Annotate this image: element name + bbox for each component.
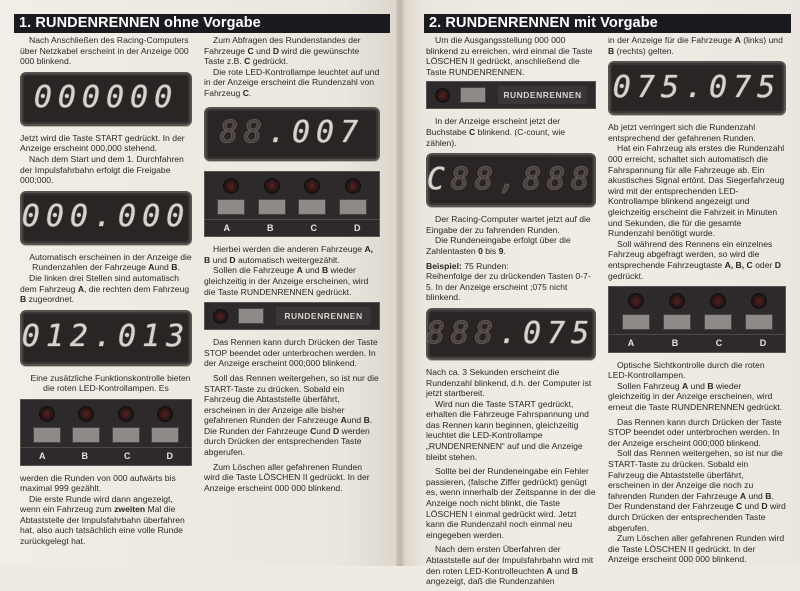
vehicle-key-a xyxy=(33,427,61,443)
left-page xyxy=(0,0,400,566)
key-label-b: B xyxy=(267,222,274,233)
display-075: 888.075 xyxy=(426,308,596,360)
vehicle-key-c xyxy=(704,314,732,330)
key-label-a: A xyxy=(627,338,635,349)
paragraph: Automatisch erscheinen in der Anzeige die Rundenzahlen der Fahrzeuge Aund B. xyxy=(29,251,192,273)
led-lamp-c-icon xyxy=(304,178,320,194)
paragraph: Hat ein Fahrzeug als erstes die Rundenzahl 000 erreicht, schaltet sich automatisch die Fahrspannung für alle Fahrzeuge ab. Ein akustisches Signal ertönt. Das Siegerfahrzeug wird mit der entsprechenden LED-Kontrollampe blinkend angezeigt und gleichzeitig erscheint die Fahrzeit in Minuten und Sekunden, die für die gesamte Rundenzahl benötigt wurde. xyxy=(608,143,785,239)
paragraph: in der Anzeige für die Fahrzeuge A (links) und B (rechts) gelten. xyxy=(608,35,783,56)
led-lamp-a-icon xyxy=(223,178,239,194)
display-000-000: 000.000 xyxy=(20,191,192,245)
led-lamp-panel xyxy=(20,399,192,466)
vehicle-key-b xyxy=(72,427,100,443)
paragraph: Eine zusätzliche Funktionskontrolle bieten die roten LED-Kontrollampen. Es xyxy=(30,372,191,394)
book-gutter xyxy=(396,0,404,566)
paragraph: Wird nun die Taste START gedrückt, erhalten die Fahrzeuge Fahrspannung und das Rennen kann beginnen, gleichzeitig leuchtet die LED-Kontrollampe „RUNDENRENNEN“ auf und die Anzeige bleibt stehen. xyxy=(426,398,589,462)
led-lamp-panel xyxy=(608,286,786,353)
paragraph: Um die Ausgangsstellung 000 000 blinkend zu erreichen, wird einmal die Taste LÖSCHEN II gedrückt, anschließend die Taste RUNDENRENNEN. xyxy=(426,35,593,77)
vehicle-key-d xyxy=(745,314,773,330)
key-label-a: A xyxy=(39,450,46,461)
paragraph: Sollen Fahrzeug A und B wieder gleichzeitig in der Anzeige erscheinen, wird erneut die Taste RUNDENRENNEN gedrückt. xyxy=(608,380,783,413)
vehicle-key-b xyxy=(663,314,691,330)
vehicle-key-a xyxy=(622,314,650,330)
paragraph: Optische Sichtkontrolle durch die roten LED-Kontrollampen. xyxy=(608,359,765,381)
key-label-d: D xyxy=(759,338,767,349)
example-paragraph: Beispiel: 75 Runden: xyxy=(426,260,509,271)
paragraph: Nach dem ersten Überfahren der Abtaststelle auf der Impulsfahrbahn wird mit den roten LED-Kontrolleuchten A und B angezeigt, daß die Rundenzahlen xyxy=(426,544,594,587)
vehicle-key-c xyxy=(112,427,140,443)
led-lamp-a-icon xyxy=(39,406,55,422)
key-label-c: C xyxy=(310,222,317,233)
led-lamp-icon xyxy=(435,88,450,103)
vehicle-key-c xyxy=(298,199,326,215)
paragraph: Sollen die Fahrzeuge A und B wieder gleichzeitig in der Anzeige erscheinen, wird die Taste RUNDENRENNEN gedrückt. xyxy=(204,265,369,297)
paragraph: Hierbei werden die anderen Fahrzeuge A, B und D automatisch weitergezählt. xyxy=(204,244,374,265)
led-lamp-d-icon xyxy=(751,293,767,309)
right-page xyxy=(400,0,800,587)
rundenrennen-key xyxy=(460,87,486,103)
paragraph: Zum Löschen aller gefahrenen Runden wird die Taste LÖSCHEN II gedrückt. In der Anzeige erscheint 000 000 blinkend. xyxy=(608,533,785,565)
paragraph: Nach Anschließen des Racing-Computers über Netzkabel erscheint in der Anzeige 000 000 blinkend. xyxy=(20,35,189,67)
led-lamp-c-icon xyxy=(118,406,134,422)
rundenrennen-label: RUNDENRENNEN xyxy=(498,86,587,104)
key-label-b: B xyxy=(81,450,88,461)
paragraph: Die rote LED-Kontrollampe leuchtet auf und in der Anzeige erscheint die Rundenzahl von Fahrzeug C. xyxy=(204,66,380,98)
vehicle-key-a xyxy=(217,199,245,215)
paragraph: Der Racing-Computer wartet jetzt auf die Eingabe der zu fahrenden Runden. xyxy=(426,214,591,235)
rundenrennen-panel xyxy=(426,81,596,109)
led-lamp-d-icon xyxy=(345,178,361,194)
paragraph: Das Rennen kann durch Drücken der Taste STOP beendet oder unterbrochen werden. In der Anzeige erscheint 000;000 blinkend. xyxy=(608,416,782,448)
paragraph: Sollte bei der Rundeneingabe ein Fehler passieren, (falsche Ziffer gedrückt) genügt es, wenn innerhalb der Zeitspanne in der die Anzeige noch nicht blinkt, die Taste LÖSCHEN I einmal gedrückt wird. Jetzt kann die Rundenzahl noch einmal neu eingegeben werden. xyxy=(426,466,596,540)
rundenrennen-label: RUNDENRENNEN xyxy=(276,307,371,325)
vehicle-key-d xyxy=(339,199,367,215)
paragraph: Die Rundeneingabe erfolgt über die Zahlentasten 0 bis 9. xyxy=(426,235,571,256)
led-lamp-b-icon xyxy=(78,406,94,422)
paragraph: Die linken drei Stellen sind automatisch dem Fahrzeug A, die rechten dem Fahrzeug B zugeordnet. xyxy=(20,272,190,305)
key-label-a: A xyxy=(223,222,230,233)
section-heading-2: 2. RUNDENRENNEN mit Vorgabe xyxy=(424,14,791,33)
paragraph: In der Anzeige erscheint jetzt der Buchstabe C blinkend. (C-count, wie zählen). xyxy=(426,116,566,148)
paragraph: Die erste Runde wird dann angezeigt, wenn ein Fahrzeug zum zweiten Mal die Abtaststelle der Impulsfahrbahn überfahren hat, also auch tatsächlich eine volle Runde zurückgelegt hat. xyxy=(20,493,185,547)
paragraph: Nach ca. 3 Sekunden erscheint die Rundenzahl blinkend, d.h. der Computer ist jetzt startbereit. xyxy=(426,366,592,399)
led-lamp-panel xyxy=(204,171,380,238)
paragraph: Reihenfolge der zu drückenden Tasten 0-7-5. In der Anzeige erscheint ;075 nicht blinkend. xyxy=(426,271,591,303)
left-column-2 xyxy=(204,35,380,497)
right-column-2 xyxy=(608,35,786,569)
paragraph: Jetzt wird die Taste START gedrückt. In der Anzeige erscheint 000,000 stehend. xyxy=(20,132,185,154)
display-c-count: C88,888 xyxy=(426,153,596,207)
rundenrennen-panel xyxy=(204,302,380,330)
display-000000: 000000 xyxy=(20,72,192,126)
led-lamp-a-icon xyxy=(628,293,644,309)
paragraph: Das Rennen kann durch Drücken der Taste STOP beendet oder unterbrochen werden. In der Anzeige erscheint 000;000 blinkend. xyxy=(204,337,378,369)
key-label-c: C xyxy=(715,338,723,349)
key-label-d: D xyxy=(166,450,173,461)
led-lamp-c-icon xyxy=(710,293,726,309)
display-007: 88.007 xyxy=(204,107,380,161)
rundenrennen-key xyxy=(238,308,264,324)
paragraph: Soll während des Rennens ein einzelnes Fahrzeug abgefragt werden, so wird die entsprechende Fahrzeugtaste A, B, C oder D gedrückt. xyxy=(608,238,781,281)
paragraph: Nach dem Start und dem 1. Durchfahren der Impulsfahrbahn erfolgt die Freigabe 000;000. xyxy=(20,153,184,186)
key-label-c: C xyxy=(124,450,131,461)
key-label-b: B xyxy=(671,338,679,349)
paragraph: Zum Löschen aller gefahrenen Runden wird die Taste LÖSCHEN II gedrückt. In der Anzeige erscheint 000 000 blinkend. xyxy=(204,461,370,493)
paragraph: Soll das Rennen weitergehen, so ist nur die START-Taste zu drücken. Sobald ein Fahrzeug die Abtaststelle überfährt, erscheinen in der Anzeige die noch zu fahrenden Runden der Fahrzeuge A und B. Der Rundenstand der Fahrzeuge C und D wird durch Drücken der entsprechenden Taste abgerufen. xyxy=(608,448,786,533)
display-012-013: 012.013 xyxy=(20,310,192,366)
paragraph: werden die Runden von 000 aufwärts bis maximal 999 gezählt. xyxy=(20,472,176,494)
led-lamp-icon xyxy=(213,309,228,324)
paragraph: Soll das Rennen weitergehen, so ist nur die START-Taste zu drücken. Sobald ein Fahrzeug die Abtaststelle überfährt, erscheinen in der Anzeige alle bisher gefahrenen Runden der Fahrzeuge Aund B. Die Runden der Fahrzeuge Cund D werden durch Drücken der entsprechenden Taste abgerufen. xyxy=(204,372,379,458)
key-label-d: D xyxy=(354,222,361,233)
paragraph: Ab jetzt verringert sich die Rundenzahl entsprechend der gefahrenen Runden. xyxy=(608,122,756,143)
right-column-1 xyxy=(426,35,596,591)
section-heading-1: 1. RUNDENRENNEN ohne Vorgabe xyxy=(14,14,390,33)
led-lamp-b-icon xyxy=(264,178,280,194)
paragraph: Zum Abfragen des Rundenstandes der Fahrzeuge C und D wird die gewünschte Taste z.B. C gedrückt. xyxy=(204,35,361,67)
left-column-1 xyxy=(20,35,192,551)
led-lamp-d-icon xyxy=(157,406,173,422)
display-075-075: 075.075 xyxy=(608,61,786,115)
vehicle-key-d xyxy=(151,427,179,443)
vehicle-key-b xyxy=(258,199,286,215)
led-lamp-b-icon xyxy=(669,293,685,309)
